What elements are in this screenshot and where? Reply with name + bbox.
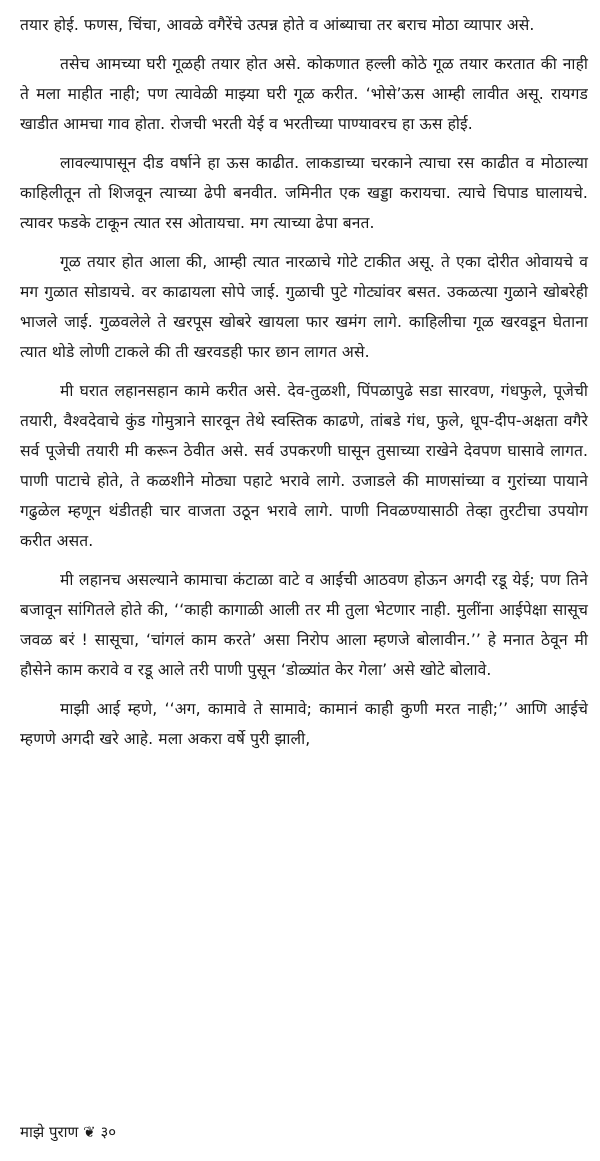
paragraph-2: तसेच आमच्या घरी गूळही तयार होत असे. कोकणात हल्ली कोठे गूळ तयार करतात की नाही ते मला माहीत नाही; पण त्यावेळी माझ्या घरी गूळ करीत. ‘भोसे’ऊस आम्ही लावीत असू. रायगड खाडीत आमचा गाव होता. रोजची भरती येई व भरतीच्या पाण्यावरच हा ऊस होई. bbox=[20, 55, 588, 133]
paragraph-4: गूळ तयार होत आला की, आम्ही त्यात नारळाचे गोटे टाकीत असू. ते एका दोरीत ओवायचे व मग गुळात सोडायचे. वर काढायला सोपे जाई. गुळाची पुटे गोट्यांवर बसत. उकळत्या गुळाने खोबरेही भाजले जाई. गुळवलेले ते खरपूस खोबरे खायला फार खमंग लागे. काहिलीचा गूळ खरवडून घेताना त्यात थोडे लोणी टाकले की ती खरवडही फार छान लागत असे. bbox=[20, 253, 588, 361]
paragraph-5: मी घरात लहानसहान कामे करीत असे. देव-तुळशी, पिंपळापुढे सडा सारवण, गंधफुले, पूजेची तयारी, वैश्वदेवाचे कुंड गोमुत्राने सारवून तेथे स्वस्तिक काढणे, तांबडे गंध, फुले, धूप-दीप-अक्षता वगैरे सर्व पूजेची तयारी मी करून ठेवीत असे. सर्व उपकरणी घासून तुसाच्या राखेने देवपण घासावे लागत. पाणी पाटाचे होते, ते कळशीने मोठ्या पहाटे भरावे लागे. उजाडले की माणसांच्या व गुरांच्या पायाने गढुळेल म्हणून थंडीतही चार वाजता उठून भरावे लागे. पाणी निवळण्यासाठी तेव्हा तुरटीचा उपयोग करीत असत. bbox=[20, 382, 588, 550]
paragraph-3: लावल्यापासून दीड वर्षाने हा ऊस काढीत. लाकडाच्या चरकाने त्याचा रस काढीत व मोठाल्या काहिलीतून तो शिजवून त्याच्या ढेपी बनवीत. जमिनीत एक खड्डा करायचा. त्याचे चिपाड घालायचे. त्यावर फडके टाकून त्यात रस ओतायचा. मग त्याच्या ढेपा बनत. bbox=[20, 154, 588, 232]
paragraph-6: मी लहानच असल्याने कामाचा कंटाळा वाटे व आईची आठवण होऊन अगदी रडू येई; पण तिने बजावून सांगितले होते की, ‘‘काही कागाळी आली तर मी तुला भेटणार नाही. मुलींना आईपेक्षा सासूच जवळ बरं ! सासूचा, ‘चांगलं काम करते’ असा निरोप आला म्हणजे बोलावीन.’’ हे मनात ठेवून मी हौसेने काम करावे व रडू आले तरी पाणी पुसून ‘डोळ्यांत केर गेला’ असे खोटे बोलावे. bbox=[20, 571, 588, 679]
page-body-text bbox=[20, 10, 588, 763]
page-footer: माझे पुराण ❦ ३० bbox=[20, 1123, 117, 1141]
paragraph-1: तयार होई. फणस, चिंचा, आवळे वगैरेंचे उत्पन्न होते व आंब्याचा तर बराच मोठा व्यापार असे. bbox=[20, 16, 535, 34]
paragraph-7: माझी आई म्हणे, ‘‘अग, कामावे ते सामावे; कामानं काही कुणी मरत नाही;’’ आणि आईचे म्हणणे अगदी खरे आहे. मला अकरा वर्षे पुरी झाली, bbox=[20, 700, 588, 748]
